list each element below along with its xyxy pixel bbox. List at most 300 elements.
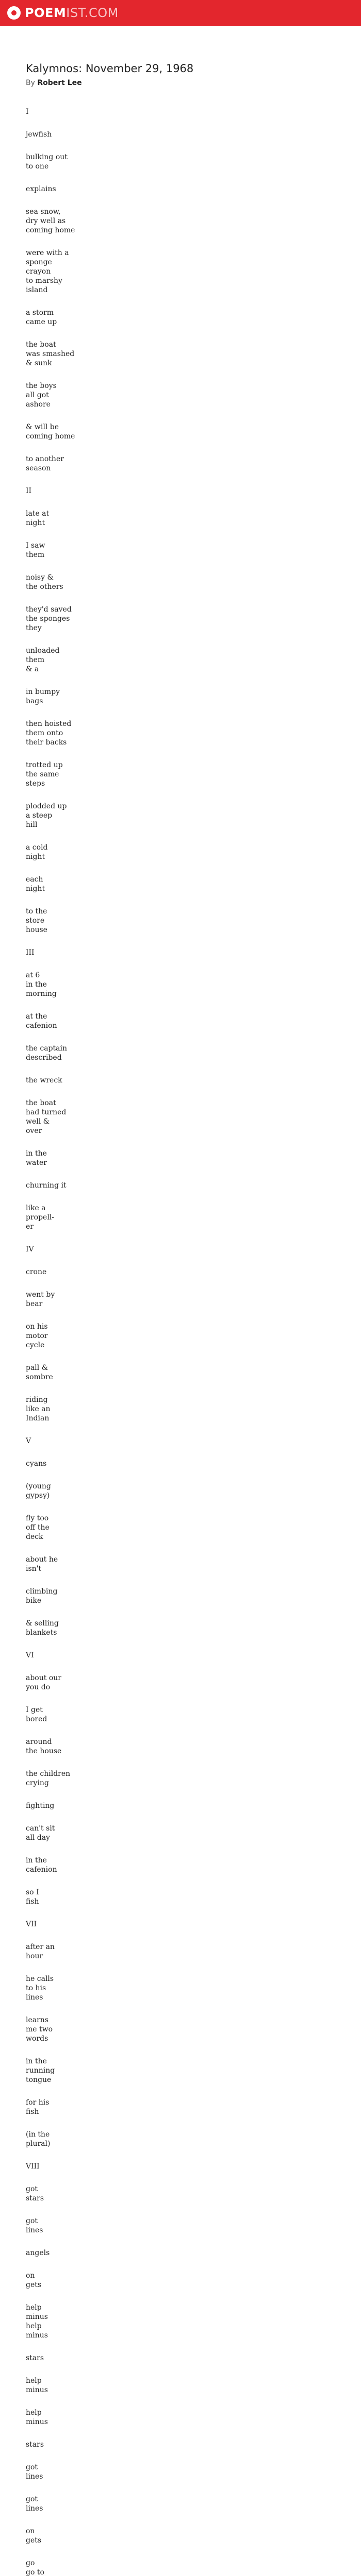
poem-line: house bbox=[26, 926, 47, 934]
stanza-gap bbox=[26, 2340, 77, 2353]
stanza bbox=[26, 1322, 77, 1350]
stanza bbox=[26, 971, 77, 998]
poem-line: had turned bbox=[26, 1108, 67, 1116]
poem-line: crone bbox=[26, 1268, 47, 1276]
poem-line: the same bbox=[26, 770, 59, 778]
poem-line: help bbox=[26, 2409, 42, 2417]
stanza-gap bbox=[26, 2116, 77, 2130]
stanza bbox=[26, 1888, 77, 1906]
poem-line: like an bbox=[26, 1405, 51, 1413]
poem-line: IV bbox=[26, 1245, 34, 1253]
stanza bbox=[26, 308, 77, 327]
poem-line: er bbox=[26, 1223, 34, 1231]
poem-line: learns bbox=[26, 2016, 49, 2024]
poem-line: minus bbox=[26, 2386, 48, 2394]
stanza bbox=[26, 760, 77, 788]
poem-line: bike bbox=[26, 1597, 42, 1605]
stanza bbox=[26, 340, 77, 368]
stanza-gap bbox=[26, 1541, 77, 1555]
site-header bbox=[0, 0, 361, 26]
stanza-gap bbox=[26, 1842, 77, 1856]
stanza bbox=[26, 184, 77, 194]
stanza-gap bbox=[26, 2084, 77, 2098]
poem-line: & a bbox=[26, 665, 39, 673]
poem-line: hour bbox=[26, 1952, 43, 1960]
poem-line: riding bbox=[26, 1396, 48, 1404]
poem-line: stars bbox=[26, 2194, 44, 2202]
poem-line: & sunk bbox=[26, 359, 52, 367]
poem-line: them onto bbox=[26, 729, 63, 737]
stanza bbox=[26, 422, 77, 441]
stanza-gap bbox=[26, 327, 77, 340]
poem-line: noisy & bbox=[26, 573, 54, 582]
stanza bbox=[26, 2271, 77, 2290]
stanza bbox=[26, 130, 77, 139]
poem-line: plural) bbox=[26, 2140, 51, 2148]
poem-line: minus bbox=[26, 2418, 48, 2426]
stanza-gap bbox=[26, 235, 77, 248]
poem-line: tongue bbox=[26, 2076, 52, 2084]
stanza-gap bbox=[26, 1961, 77, 1974]
poem-line: fly too bbox=[26, 1514, 49, 1522]
stanza-gap bbox=[26, 2171, 77, 2184]
stanza bbox=[26, 1290, 77, 1309]
poem-line: all got bbox=[26, 391, 49, 399]
poem-line: deck bbox=[26, 1533, 43, 1541]
poem-line: VIII bbox=[26, 2162, 40, 2171]
stanza-gap bbox=[26, 2363, 77, 2376]
stanza bbox=[26, 605, 77, 633]
stanza bbox=[26, 248, 77, 295]
poem-line: went by bbox=[26, 1291, 55, 1299]
stanza-gap bbox=[26, 1724, 77, 1737]
stanza-gap bbox=[26, 295, 77, 308]
poem-line: sponge crayon bbox=[26, 258, 52, 276]
stanza-gap bbox=[26, 1382, 77, 1395]
poem-line: lines bbox=[26, 2472, 43, 2481]
poem-line: lines bbox=[26, 2226, 43, 2234]
stanza-gap bbox=[26, 473, 77, 486]
poem-line: the captain bbox=[26, 1044, 67, 1053]
poem-title: Kalymnos: November 29, 1968 bbox=[26, 62, 194, 75]
byline bbox=[26, 78, 335, 88]
stanza bbox=[26, 2408, 77, 2427]
stanza bbox=[26, 381, 77, 409]
poem-line: blankets bbox=[26, 1629, 57, 1637]
stanza bbox=[26, 1769, 77, 1788]
stanza bbox=[26, 1942, 77, 1961]
stanza-gap bbox=[26, 2235, 77, 2248]
poem-line: night bbox=[26, 519, 45, 527]
poem-line: a cold bbox=[26, 843, 48, 852]
poem-line: he calls bbox=[26, 1975, 54, 1983]
stanza-gap bbox=[26, 2427, 77, 2440]
stanza bbox=[26, 1012, 77, 1030]
stanza-gap bbox=[26, 1660, 77, 1673]
poem-line: gets bbox=[26, 2281, 42, 2289]
stanza-gap bbox=[26, 1605, 77, 1619]
poem-line: to the bbox=[26, 907, 47, 916]
stanza bbox=[26, 1974, 77, 2002]
poem-line: to one bbox=[26, 162, 49, 171]
poem-line: after an bbox=[26, 1943, 55, 1951]
stanza bbox=[26, 152, 77, 171]
poem-line: explains bbox=[26, 185, 56, 193]
logo-main: POEM bbox=[25, 6, 67, 20]
stanza bbox=[26, 509, 77, 528]
poem-line: gypsy) bbox=[26, 1492, 50, 1500]
poem-line: climbing bbox=[26, 1587, 58, 1596]
poem-line: Indian bbox=[26, 1414, 50, 1422]
stanza bbox=[26, 2162, 77, 2171]
stanza bbox=[26, 1673, 77, 1692]
poem-line: all day bbox=[26, 1834, 50, 1842]
poem-line: fish bbox=[26, 2108, 39, 2116]
stanza-gap bbox=[26, 935, 77, 948]
stanza bbox=[26, 2440, 77, 2449]
stanza bbox=[26, 1651, 77, 1660]
poem-line: in the bbox=[26, 2057, 47, 2065]
poem-line: season bbox=[26, 464, 51, 472]
stanza-gap bbox=[26, 2258, 77, 2271]
stanza-gap bbox=[26, 1309, 77, 1322]
logo-dim: IST.COM bbox=[66, 6, 119, 20]
stanza-gap bbox=[26, 747, 77, 760]
stanza bbox=[26, 687, 77, 706]
stanza-gap bbox=[26, 1446, 77, 1459]
poem-line: in the bbox=[26, 1856, 47, 1865]
stanza-gap bbox=[26, 2290, 77, 2303]
stanza bbox=[26, 646, 77, 674]
stanza-gap bbox=[26, 1085, 77, 1098]
poem-line: cafenion bbox=[26, 1022, 57, 1030]
stanza-gap bbox=[26, 2043, 77, 2057]
stanza-gap bbox=[26, 1030, 77, 1044]
poem-line: for his bbox=[26, 2098, 50, 2107]
stanza-gap bbox=[26, 633, 77, 646]
poem-line: coming home bbox=[26, 432, 75, 440]
stanza bbox=[26, 454, 77, 473]
stanza bbox=[26, 2216, 77, 2235]
poem-line: ashore bbox=[26, 400, 51, 409]
poem-line: stars bbox=[26, 2354, 44, 2362]
stanza-gap bbox=[26, 591, 77, 605]
poem-line: in the bbox=[26, 980, 47, 989]
stanza bbox=[26, 948, 77, 957]
poem-line: II bbox=[26, 487, 32, 495]
poem-body bbox=[26, 107, 77, 2576]
poem-line: got bbox=[26, 2463, 38, 2471]
stanza-gap bbox=[26, 2481, 77, 2495]
stanza bbox=[26, 1587, 77, 1605]
poem-line: jewfish bbox=[26, 130, 52, 139]
poem-line: I bbox=[26, 108, 29, 116]
stanza-gap bbox=[26, 1500, 77, 1514]
poem-line: they'd saved bbox=[26, 605, 72, 614]
stanza-gap bbox=[26, 1810, 77, 1824]
poem-line: the boys bbox=[26, 382, 57, 390]
poem-line: hill bbox=[26, 821, 38, 829]
poem-line: got bbox=[26, 2185, 38, 2193]
poem-line: I get bbox=[26, 1706, 43, 1714]
stanza-gap bbox=[26, 1136, 77, 1149]
poem-line: motor bbox=[26, 1332, 48, 1340]
poem-line: bulking out bbox=[26, 153, 68, 161]
poem-line: on his bbox=[26, 1323, 48, 1331]
poem-line: at the bbox=[26, 1012, 47, 1021]
poem-line: help bbox=[26, 2322, 42, 2330]
poem-line: store bbox=[26, 917, 45, 925]
poem-line: their backs bbox=[26, 738, 67, 747]
poem-line: minus bbox=[26, 2313, 48, 2321]
stanza-gap bbox=[26, 1350, 77, 1363]
stanza bbox=[26, 1920, 77, 1929]
poem-line: the others bbox=[26, 583, 63, 591]
stanza-gap bbox=[26, 788, 77, 802]
poem-line: they bbox=[26, 624, 42, 632]
stanza bbox=[26, 486, 77, 496]
poem-line: & will be bbox=[26, 423, 59, 431]
stanza-gap bbox=[26, 2449, 77, 2463]
stanza bbox=[26, 1044, 77, 1062]
stanza bbox=[26, 1098, 77, 1136]
stanza bbox=[26, 1459, 77, 1468]
poem-line: around bbox=[26, 1738, 52, 1746]
poem-line: crying bbox=[26, 1779, 49, 1787]
stanza-gap bbox=[26, 1231, 77, 1245]
poem-line: go to bbox=[26, 2568, 44, 2576]
stanza-gap bbox=[26, 829, 77, 843]
stanza bbox=[26, 1801, 77, 1810]
stanza-gap bbox=[26, 893, 77, 907]
poem-line: night bbox=[26, 853, 45, 861]
stanza-gap bbox=[26, 194, 77, 207]
stanza-gap bbox=[26, 1468, 77, 1482]
stanza bbox=[26, 1181, 77, 1190]
stanza-gap bbox=[26, 1423, 77, 1436]
stanza-gap bbox=[26, 368, 77, 381]
stanza bbox=[26, 1076, 77, 1085]
poem-line: then hoisted bbox=[26, 720, 72, 728]
poem-line: help bbox=[26, 2303, 42, 2312]
stanza bbox=[26, 2248, 77, 2258]
stanza bbox=[26, 541, 77, 560]
poem-line: at 6 bbox=[26, 971, 40, 979]
poem-line: about our bbox=[26, 1674, 61, 1682]
poem-line: dry well as bbox=[26, 217, 66, 225]
poem-line: you do bbox=[26, 1683, 51, 1691]
poem-line: late at bbox=[26, 510, 50, 518]
stanza-gap bbox=[26, 1874, 77, 1888]
poem-line: I saw bbox=[26, 541, 45, 550]
poem-line: got bbox=[26, 2217, 38, 2225]
stanza bbox=[26, 1436, 77, 1446]
poem-line: lines bbox=[26, 1993, 43, 2002]
poem-line: off the bbox=[26, 1523, 50, 1532]
stanza-gap bbox=[26, 560, 77, 573]
poem-line: to marshy bbox=[26, 277, 62, 285]
poem-line: plodded up bbox=[26, 802, 67, 810]
stanza bbox=[26, 1267, 77, 1277]
stanza-gap bbox=[26, 528, 77, 541]
poem-line: was smashed bbox=[26, 350, 75, 358]
stanza-gap bbox=[26, 674, 77, 687]
stanza-gap bbox=[26, 861, 77, 875]
poem-header bbox=[26, 62, 335, 88]
site-logo[interactable] bbox=[25, 6, 119, 20]
poem-line: stars bbox=[26, 2441, 44, 2449]
stanza bbox=[26, 1363, 77, 1382]
poem-line: propell- bbox=[26, 1213, 55, 1222]
poem-line: well & bbox=[26, 1117, 50, 1126]
poem-line: me two bbox=[26, 2025, 53, 2033]
stanza-gap bbox=[26, 139, 77, 152]
poem-line: VII bbox=[26, 1920, 37, 1928]
stanza bbox=[26, 719, 77, 747]
poem-line: a steep bbox=[26, 811, 53, 820]
stanza-gap bbox=[26, 2203, 77, 2216]
stanza-gap bbox=[26, 1167, 77, 1181]
stanza bbox=[26, 2527, 77, 2545]
stanza bbox=[26, 2463, 77, 2481]
author-link[interactable]: Robert Lee bbox=[37, 79, 82, 87]
stanza-gap bbox=[26, 1062, 77, 1076]
stanza bbox=[26, 107, 77, 116]
poem-line: morning bbox=[26, 990, 57, 998]
stanza-gap bbox=[26, 2148, 77, 2162]
stanza-gap bbox=[26, 171, 77, 184]
poem-line: described bbox=[26, 1054, 62, 1062]
poem-line: bored bbox=[26, 1715, 47, 1723]
poem-line: a storm bbox=[26, 309, 54, 317]
stanza bbox=[26, 2303, 77, 2340]
stanza-gap bbox=[26, 2002, 77, 2015]
poem-line: VI bbox=[26, 1651, 34, 1659]
poem-line: sea snow, bbox=[26, 208, 61, 216]
stanza-gap bbox=[26, 1254, 77, 1267]
stanza bbox=[26, 1856, 77, 1874]
poem-line: fighting bbox=[26, 1802, 55, 1810]
poem-line: the sponges bbox=[26, 615, 70, 623]
poem-line: running bbox=[26, 2066, 55, 2075]
stanza-gap bbox=[26, 1692, 77, 1705]
poem-line: were with a bbox=[26, 249, 69, 257]
stanza-gap bbox=[26, 1906, 77, 1920]
poem-line: coming home bbox=[26, 226, 75, 234]
poem-line: cafenion bbox=[26, 1866, 57, 1874]
stanza-gap bbox=[26, 706, 77, 719]
stanza-gap bbox=[26, 1573, 77, 1587]
poem-line: V bbox=[26, 1437, 31, 1445]
by-label: By bbox=[26, 79, 35, 87]
stanza bbox=[26, 2353, 77, 2363]
poem-line: sombre bbox=[26, 1373, 53, 1381]
stanza-gap bbox=[26, 1637, 77, 1651]
stanza bbox=[26, 1395, 77, 1423]
poem-line: water bbox=[26, 1159, 47, 1167]
stanza bbox=[26, 2015, 77, 2043]
stanza-gap bbox=[26, 116, 77, 130]
stanza bbox=[26, 2558, 77, 2576]
poem-line: like a bbox=[26, 1204, 46, 1212]
poem-line: III bbox=[26, 948, 35, 957]
stanza bbox=[26, 1737, 77, 1756]
stanza-gap bbox=[26, 1190, 77, 1204]
poem-line: got bbox=[26, 2495, 38, 2503]
stanza bbox=[26, 1705, 77, 1724]
poem-line: to another bbox=[26, 455, 64, 463]
stanza bbox=[26, 2057, 77, 2084]
stanza bbox=[26, 1619, 77, 1637]
poem-line: the house bbox=[26, 1747, 62, 1755]
stanza bbox=[26, 573, 77, 591]
poem-line: in bumpy bbox=[26, 688, 60, 696]
poem-line: over bbox=[26, 1127, 42, 1135]
poem-line: words bbox=[26, 2035, 48, 2043]
stanza-gap bbox=[26, 1277, 77, 1290]
poem-line: pall & bbox=[26, 1364, 48, 1372]
stanza bbox=[26, 2184, 77, 2203]
poem-line: angels bbox=[26, 2249, 50, 2257]
poem-line: cycle bbox=[26, 1341, 45, 1349]
stanza bbox=[26, 1245, 77, 1254]
stanza-gap bbox=[26, 2545, 77, 2558]
poem-line: about he bbox=[26, 1555, 58, 1564]
stanza bbox=[26, 2376, 77, 2395]
poem-line: & selling bbox=[26, 1619, 59, 1628]
stanza-gap bbox=[26, 496, 77, 509]
stanza bbox=[26, 843, 77, 861]
stanza-gap bbox=[26, 441, 77, 454]
stanza-gap bbox=[26, 998, 77, 1012]
poem-line: lines bbox=[26, 2504, 43, 2513]
poem-line: came up bbox=[26, 318, 57, 326]
stanza bbox=[26, 2495, 77, 2513]
stanza-gap bbox=[26, 1756, 77, 1769]
stanza-gap bbox=[26, 2395, 77, 2408]
stanza bbox=[26, 1514, 77, 1541]
poem-line: to his bbox=[26, 1984, 46, 1992]
poem-line: bear bbox=[26, 1300, 43, 1308]
poem-line: steps bbox=[26, 779, 45, 788]
stanza bbox=[26, 1824, 77, 1842]
stanza bbox=[26, 2098, 77, 2116]
poem-line: in the bbox=[26, 1149, 47, 1158]
stanza bbox=[26, 207, 77, 235]
stanza bbox=[26, 1204, 77, 1231]
poem-line: minus bbox=[26, 2331, 48, 2340]
poem-line: fish bbox=[26, 1897, 39, 1906]
poem-line: bags bbox=[26, 697, 43, 705]
stanza bbox=[26, 1482, 77, 1500]
poem-line: night bbox=[26, 885, 45, 893]
poemist-pen-icon[interactable] bbox=[7, 6, 21, 20]
poem-line: go bbox=[26, 2559, 35, 2567]
poem-line: isn't bbox=[26, 1565, 42, 1573]
stanza bbox=[26, 802, 77, 829]
poem-line: churning it bbox=[26, 1181, 67, 1190]
poem-line: the children bbox=[26, 1770, 71, 1778]
poem-line: can't sit bbox=[26, 1824, 55, 1833]
poem-line: the boat bbox=[26, 341, 56, 349]
poem-line: trotted up bbox=[26, 761, 63, 769]
stanza-gap bbox=[26, 409, 77, 422]
stanza bbox=[26, 2130, 77, 2148]
poem-line: island bbox=[26, 286, 48, 294]
poem-line: on bbox=[26, 2272, 35, 2280]
poem-line: the boat bbox=[26, 1099, 56, 1107]
poem-line: on bbox=[26, 2527, 35, 2535]
